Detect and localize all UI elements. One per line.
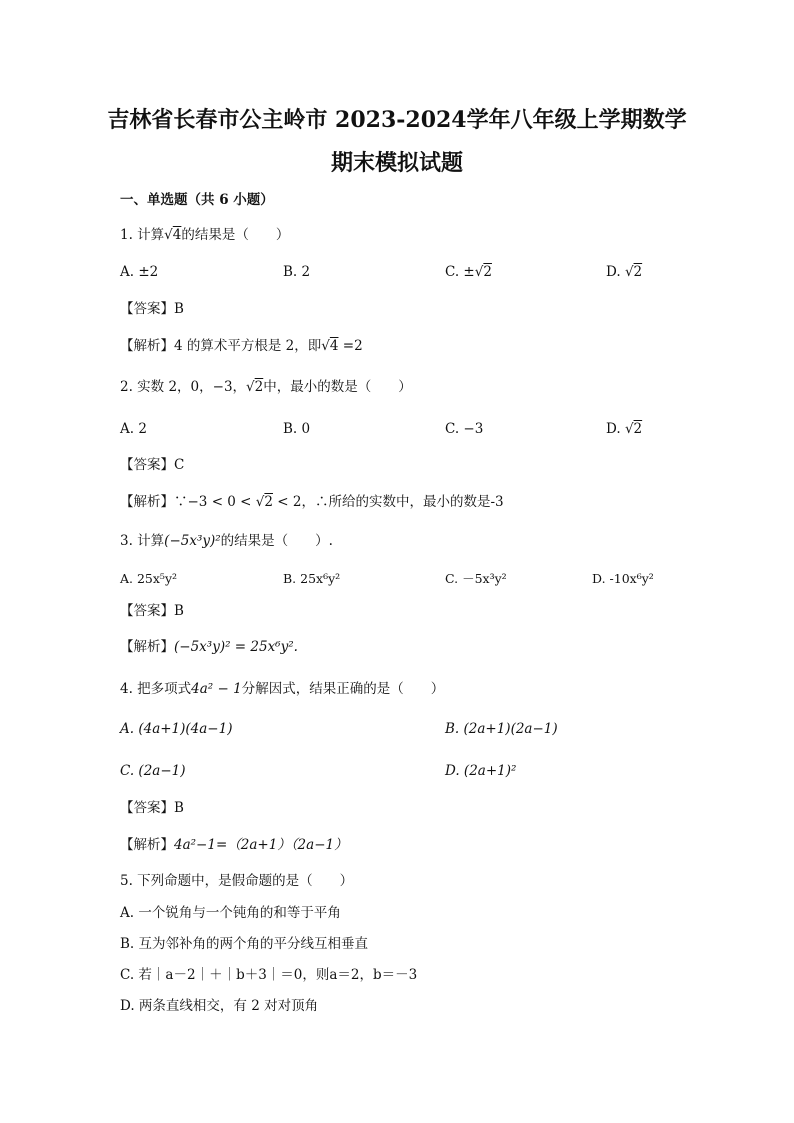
q1-explanation: 【解析】4 的算术平方根是 2，即√4 =2 (120, 338, 363, 354)
section-heading: 一、单选题（共 6 小题） (120, 192, 274, 208)
q3-explanation: 【解析】(−5x³y)² = 25x⁶y². (120, 639, 298, 655)
q4-option-d: D. (2a+1)² (445, 763, 517, 779)
q4-option-a: A. (4a+1)(4a−1) (120, 721, 233, 737)
q3-answer: 【答案】B (120, 603, 184, 619)
q4-explanation: 【解析】4a²−1=（2a+1）（2a−1） (120, 837, 348, 853)
question-2-stem: 2. 实数 2，0，−3，√2中，最小的数是（ ） (120, 379, 412, 395)
q3-option-b: B. 25x⁶y² (283, 571, 341, 586)
question-4-stem: 4. 把多项式4a² − 1分解因式，结果正确的是（ ） (120, 681, 445, 697)
q5-option-d: D. 两条直线相交，有 2 对对顶角 (120, 998, 319, 1014)
q4-option-b: B. (2a+1)(2a−1) (445, 721, 558, 737)
q1-option-a: A. ±2 (120, 264, 159, 280)
question-3-stem: 3. 计算(−5x³y)²的结果是（ ）. (120, 533, 333, 549)
q2-option-c: C. −3 (445, 421, 484, 437)
q5-option-a: A. 一个锐角与一个钝角的和等于平角 (120, 905, 341, 921)
q3-option-c: C. －5x³y² (445, 571, 507, 586)
q2-option-a: A. 2 (120, 421, 147, 437)
q2-explanation: 【解析】∵−3 < 0 < √2 < 2，∴所给的实数中，最小的数是-3 (120, 494, 504, 510)
q3-option-d: D. -10x⁶y² (592, 571, 654, 586)
question-1-stem: 1. 计算√4的结果是（ ） (120, 227, 290, 243)
q4-option-c: C. (2a−1) (120, 763, 186, 779)
q5-option-c: C. 若｜a－2｜＋｜b＋3｜＝0，则a＝2，b＝－3 (120, 967, 418, 983)
q1-option-d: D. √2 (606, 264, 643, 280)
q1-answer: 【答案】B (120, 301, 184, 317)
q2-option-b: B. 0 (283, 421, 311, 437)
q3-option-a: A. 25x⁵y² (120, 571, 178, 586)
q1-option-b: B. 2 (283, 264, 311, 280)
q2-answer: 【答案】C (120, 457, 185, 473)
page-title-line2: 期末模拟试题 (330, 150, 463, 176)
q2-option-d: D. √2 (606, 421, 643, 437)
q1-option-c: C. ±√2 (445, 264, 492, 280)
question-5-stem: 5. 下列命题中，是假命题的是（ ） (120, 873, 354, 889)
q4-answer: 【答案】B (120, 800, 184, 816)
q5-option-b: B. 互为邻补角的两个角的平分线互相垂直 (120, 936, 369, 952)
page-title: 吉林省长春市公主岭市 2023-2024学年八年级上学期数学 (107, 107, 687, 133)
